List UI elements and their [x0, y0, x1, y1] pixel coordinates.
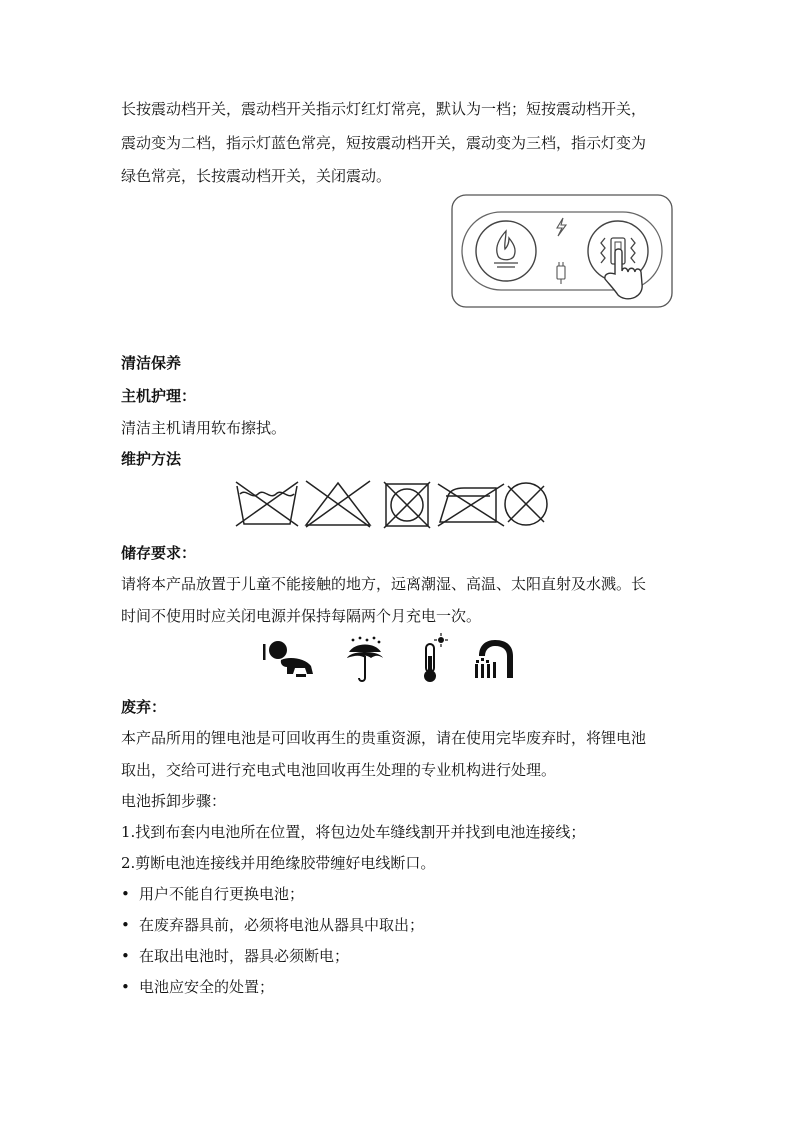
host-care-title: 主机护理： — [121, 387, 197, 405]
maintenance-title: 维护方法 — [121, 450, 182, 468]
no-wash-icon — [236, 482, 298, 526]
cleaning-title: 清洁保养 — [121, 354, 182, 372]
storage-line-1: 请将本产品放置于儿童不能接触的地方，远离潮湿、高温、太阳直射及水溅。长 — [121, 575, 647, 593]
step-2: 2.剪断电池连接线并用绝缘胶带缠好电线断口。 — [121, 854, 436, 872]
bullet-item-1: 用户不能自行更换电池； — [139, 885, 305, 903]
bullet-marker: • — [121, 978, 130, 996]
intro-line-1: 长按震动档开关，震动档开关指示灯红灯常亮，默认为一档；短按震动档开关， — [121, 100, 647, 118]
bullet-item-3: 在取出电池时，器具必须断电； — [139, 947, 350, 965]
thermometer-sun-icon — [424, 633, 448, 682]
bullet-item-4: 电池应安全的处置； — [139, 978, 275, 996]
disposal-title: 废弃： — [121, 698, 167, 716]
step-1: 1.找到布套内电池所在位置，将包边处车缝线割开并找到电池连接线； — [121, 823, 586, 841]
storage-title: 储存要求： — [121, 544, 197, 562]
storage-line-2: 时间不使用时应关闭电源并保持每隔两个月充电一次。 — [121, 607, 482, 625]
storage-icons — [263, 636, 523, 684]
bullet-item-2: 在废弃器具前，必须将电池从器具中取出； — [139, 916, 425, 934]
no-dry-clean-icon — [505, 483, 547, 525]
maintenance-symbols — [234, 478, 554, 530]
umbrella-rain-icon — [347, 637, 383, 681]
intro-line-2: 震动变为二档，指示灯蓝色常亮，短按震动档开关，震动变为三档，指示灯变为 — [121, 134, 647, 152]
control-panel-illustration — [451, 194, 673, 308]
disposal-line-2: 取出，交给可进行充电式电池回收再生处理的专业机构进行处理。 — [121, 761, 557, 779]
bullet-marker: • — [121, 885, 130, 903]
no-tumble-dry-icon — [384, 482, 430, 528]
host-care-text: 清洁主机请用软布擦拭。 — [121, 419, 287, 437]
no-bleach-icon — [306, 481, 370, 527]
child-crawling-icon — [263, 641, 313, 677]
bullet-marker: • — [121, 916, 130, 934]
steps-title: 电池拆卸步骤： — [121, 792, 227, 810]
shower-splash-icon — [475, 640, 513, 678]
no-iron-icon — [438, 484, 504, 526]
intro-line-3: 绿色常亮，长按震动档开关，关闭震动。 — [121, 167, 392, 185]
bullet-marker: • — [121, 947, 130, 965]
disposal-line-1: 本产品所用的锂电池是可回收再生的贵重资源，请在使用完毕废弃时，将锂电池 — [121, 729, 647, 747]
